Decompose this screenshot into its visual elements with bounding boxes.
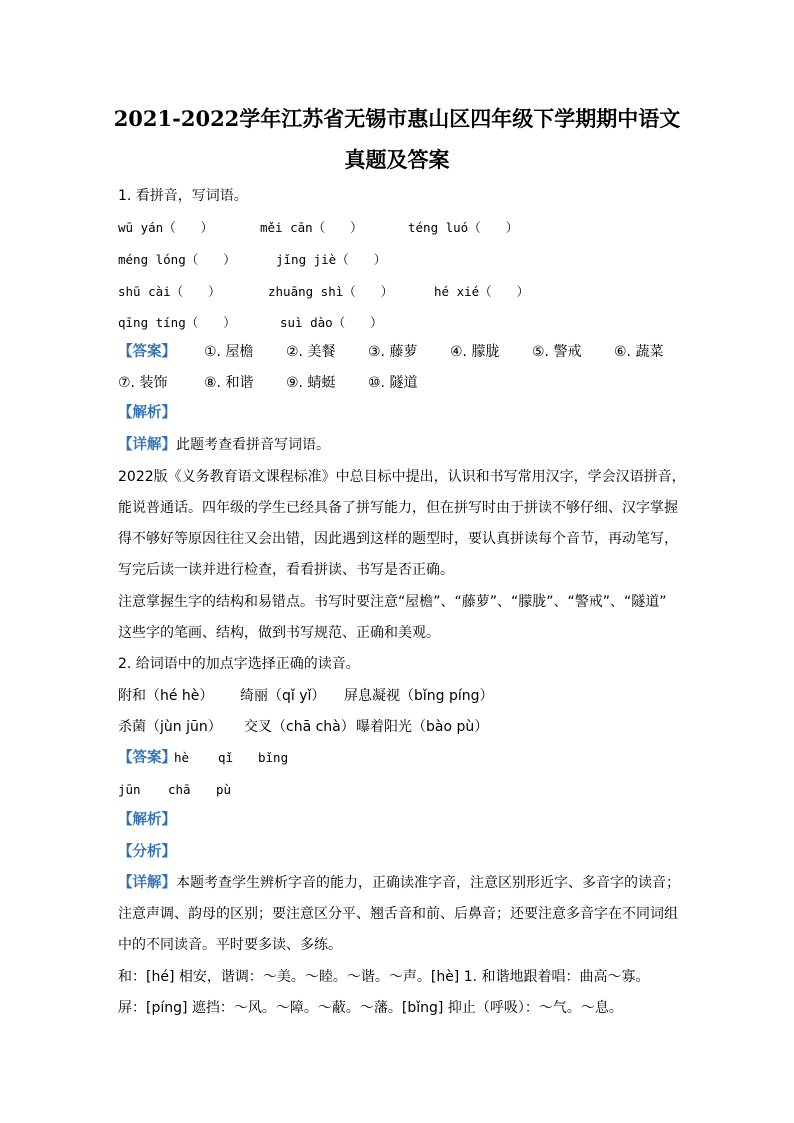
answer-item: bǐng	[258, 750, 289, 765]
pinyin-item: suì dào（ ）	[280, 315, 383, 330]
pinyin-item: wū yán（ ）	[118, 220, 214, 235]
detail-tag: 【详解】	[118, 437, 176, 453]
answer-item: ③. 藤萝	[368, 344, 418, 360]
word-item: 曝着阳光（bào pù）	[356, 719, 489, 735]
q1-analysis-tag: 【解析】	[118, 405, 176, 421]
q2-para-line: 注意声调、韵母的区别；要注意区分平、翘舌音和前、后鼻音；还要注意多音字在不同词组	[118, 906, 678, 922]
answer-item: ⑩. 隧道	[368, 375, 418, 391]
answer-item: hè	[174, 750, 190, 765]
word-item: 附和（hé hè）	[118, 688, 214, 704]
answer-item: ⑤. 警戒	[532, 344, 582, 360]
answer-item: ⑥. 蔬菜	[614, 344, 664, 360]
q1-para2-line: 这些字的笔画、结构，做到书写规范、正确和美观。	[118, 625, 440, 641]
answer-tag: 【答案】	[118, 344, 176, 360]
pinyin-item: hé xié（ ）	[434, 284, 530, 299]
q2-para-line: 中的不同读音。平时要多读、多练。	[118, 937, 342, 953]
detail-text: 本题考查学生辨析字音的能力，正确读准字音，注意区别形近字、多音字的读音；	[176, 875, 680, 891]
q1-stem: 1. 看拼音，写词语。	[118, 188, 248, 204]
q1-para1-line: 2022版《义务教育语文课程标准》中总目标中提出，认识和书写常用汉字，学会汉语拼音，	[118, 469, 686, 485]
page-title-line2: 真题及答案	[344, 147, 450, 172]
q1-para2-line: 注意掌握生字的结构和易错点。书写时要注意“屋檐”、“藤萝”、“朦胧”、“警戒”、“隧道”	[118, 594, 667, 610]
answer-item: ⑨. 蜻蜓	[286, 375, 336, 391]
answer-item: ④. 朦胧	[450, 344, 500, 360]
q2-stem: 2. 给词语中的加点字选择正确的读音。	[118, 656, 360, 672]
pinyin-item: méng lóng（ ）	[118, 252, 236, 267]
q1-para1-line: 能说普通话。四年级的学生已经具备了拼写能力，但在拼写时由于拼读不够仔细、汉字掌握	[118, 500, 678, 516]
q2-detail-line	[118, 874, 680, 892]
answer-item: chā	[168, 782, 191, 797]
q1-detail-line	[118, 436, 330, 454]
answer-item: ②. 美餐	[286, 344, 336, 360]
answer-item: pù	[216, 782, 232, 797]
word-item: 绮丽（qǐ yǐ）	[240, 688, 326, 704]
q1-para1-line: 得不够好等原因往往又会出错，因此遇到这样的题型时，要认真拼读每个音节，再动笔写，	[118, 531, 678, 547]
q2-analysis-tag: 【解析】	[118, 812, 176, 828]
word-item: 屏息凝视（bǐng píng）	[344, 688, 494, 704]
answer-item: jūn	[118, 782, 141, 797]
q2-fenxi-tag: 【分析】	[118, 844, 176, 860]
answer-item: ⑦. 装饰	[118, 375, 168, 391]
pinyin-item: zhuāng shì（ ）	[268, 284, 394, 299]
pinyin-item: téng luó（ ）	[408, 220, 519, 235]
answer-tag: 【答案】	[118, 750, 176, 766]
word-item: 杀菌（jùn jūn）	[118, 719, 222, 735]
answer-item: qǐ	[218, 750, 234, 765]
q1-para1-line: 写完后读一读并进行检查，看看拼读、书写是否正确。	[118, 562, 454, 578]
word-item: 交叉（chā chà）	[244, 719, 355, 735]
q2-ping-definition: 屏：[píng] 遮挡：～风。～障。～蔽。～藩。[bǐng] 抑止（呼吸）：～气。～息。	[118, 1000, 623, 1016]
answer-item: ⑧. 和谐	[204, 375, 254, 391]
pinyin-item: jǐng jiè（ ）	[276, 252, 387, 267]
pinyin-item: qīng tíng（ ）	[118, 315, 236, 330]
page-title-line1: 2021-2022学年江苏省无锡市惠山区四年级下学期期中语文	[113, 106, 681, 131]
pinyin-item: shū cài（ ）	[118, 284, 221, 299]
pinyin-item: měi cān（ ）	[260, 220, 363, 235]
q2-he-definition: 和：[hé] 相安，谐调：～美。～睦。～谐。～声。[hè] 1. 和谐地跟着唱：曲高～寡。	[118, 969, 650, 985]
detail-tag: 【详解】	[118, 875, 176, 891]
detail-text: 此题考查看拼音写词语。	[176, 437, 330, 453]
answer-item: ①. 屋檐	[204, 344, 254, 360]
